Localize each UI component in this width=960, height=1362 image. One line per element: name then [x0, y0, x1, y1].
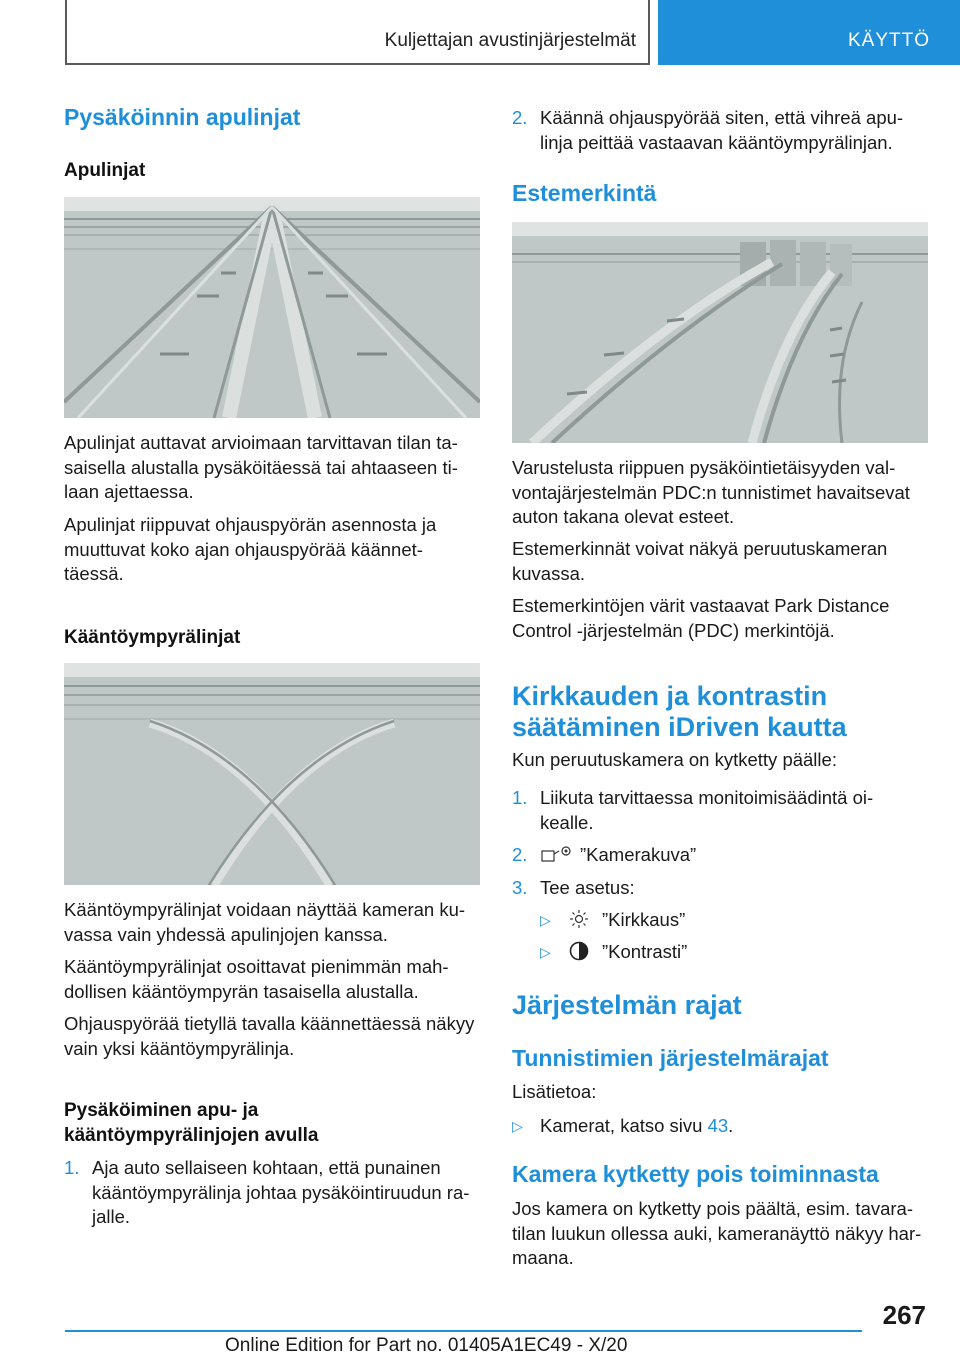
text-line: Kääntöympyrälinjat voidaan näyttää kameran ku-: [64, 899, 466, 920]
step-number: 3.: [512, 877, 528, 898]
brightness-step-3: [512, 876, 928, 901]
heading-line: Kirkkauden ja kontrastin: [512, 681, 828, 711]
text-line: maana.: [512, 1247, 574, 1268]
text-line: Apulinjat riippuvat ohjauspyörän asennosta ja: [64, 514, 437, 535]
footer-divider: [65, 1330, 862, 1332]
cameras-item: [512, 1114, 928, 1139]
heading-obstacle: Estemerkintä: [512, 180, 657, 206]
text-line: vain yksi kääntöympyrälinja.: [64, 1037, 295, 1059]
text-line: linja peittää vastaavan kääntöympyrälinjan.: [540, 131, 893, 153]
heading-guide-lines: Apulinjat: [64, 160, 146, 181]
text-line: Estemerkinnät voivat näkyä peruutuskameran: [512, 538, 888, 559]
text-line: vontajärjestelmän PDC:n tunnistimet havaitsevat: [512, 481, 910, 503]
text-line: vassa vain yhdessä apulinjojen kanssa.: [64, 923, 388, 945]
paragraph-more-info: Lisätietoa:: [512, 1081, 597, 1102]
heading-line: säätäminen iDriven kautta: [512, 712, 847, 742]
step-number: 1.: [512, 787, 528, 808]
text-line: Varustelusta riippuen pysäköintietäisyyden val-: [512, 457, 896, 478]
paragraph-turning-2: [64, 955, 480, 1004]
heading-camera-off: Kamera kytketty pois toiminnasta: [512, 1161, 879, 1187]
heading-line: kääntöympyrälinjojen avulla: [64, 1125, 319, 1146]
obstacle-figure: [512, 222, 928, 443]
brightness-step-1: [512, 786, 928, 835]
triangle-right-icon: ▷: [540, 944, 551, 960]
heading-line: Pysäköiminen apu- ja: [64, 1100, 259, 1121]
step-1: [64, 1156, 480, 1230]
step-text: ”Kamerakuva”: [580, 844, 697, 865]
text-line: laan ajettaessa.: [64, 481, 194, 502]
sub-item-text: ”Kirkkaus”: [602, 909, 686, 930]
text-line: dollisen kääntöympyrän tasaisella alustalla.: [64, 980, 419, 1002]
text-line: Estemerkintöjen värit vastaavat Park Distance: [512, 595, 890, 616]
text-line: Jos kamera on kytketty pois päältä, esim. tavara-: [512, 1198, 914, 1219]
paragraph-obstacle-3: [512, 594, 928, 643]
text-line: Liikuta tarvittaessa monitoimisäädintä oi-: [540, 787, 874, 808]
heading-turning-lines: Kääntöympyrälinjat: [64, 627, 241, 648]
text-line: Käännä ohjauspyörää siten, että vihreä apu-: [540, 107, 904, 128]
header-frame: [65, 0, 650, 65]
paragraph-camera-on: Kun peruutuskamera on kytketty päälle:: [512, 749, 837, 770]
heading-parking-with-lines: [64, 1098, 318, 1148]
text-line: Control -järjestelmän (PDC) merkintöjä.: [512, 619, 835, 641]
triangle-right-icon: ▷: [512, 1118, 523, 1134]
text-line: saisella alustalla pysäköitäessä tai ahtaaseen ti-: [64, 456, 458, 478]
sub-item-text: ”Kontrasti”: [602, 941, 688, 962]
text-line: täessä.: [64, 563, 124, 584]
footer-edition: Online Edition for Part no. 01405A1EC49 - X/20: [225, 1335, 628, 1356]
text-line: Apulinjat auttavat arvioimaan tarvittavan tilan ta-: [64, 432, 458, 453]
text-line: Ohjauspyörää tietyllä tavalla käännettäessä näkyy: [64, 1013, 475, 1034]
brightness-step-2: [512, 843, 928, 872]
step-text: Tee asetus:: [540, 877, 635, 898]
chapter-title: Kuljettajan avustinjärjestelmät: [384, 30, 636, 51]
paragraph-turning-3: [64, 1012, 484, 1061]
cameras-item-text: Kamerat, katso sivu: [540, 1115, 708, 1136]
text-line: Kääntöympyrälinjat osoittavat pienimmän mah-: [64, 956, 449, 977]
text-line: Aja auto sellaiseen kohtaan, että punainen: [92, 1157, 441, 1178]
paragraph-guide-1: [64, 431, 480, 505]
paragraph-turning-1: [64, 898, 480, 947]
cameras-item-end: .: [728, 1115, 734, 1136]
text-line: tilan luukun ollessa auki, kameranäyttö näkyy har-: [512, 1222, 922, 1244]
text-line: kääntöympyrälinja johtaa pysäköintiruudun ra-: [92, 1181, 470, 1203]
section-tab-label: KÄYTTÖ: [847, 30, 930, 51]
text-line: kealle.: [540, 811, 594, 833]
heading-system-limits: Järjestelmän rajat: [512, 990, 742, 1020]
page-number: 267: [882, 1300, 926, 1330]
heading-parking-lines: Pysäköinnin apulinjat: [64, 104, 301, 130]
paragraph-obstacle-1: [512, 456, 932, 530]
contrast-icon: [568, 940, 602, 969]
guide-lines-figure: [64, 197, 480, 418]
paragraph-obstacle-2: [512, 537, 928, 586]
text-line: auton takana olevat esteet.: [512, 506, 735, 527]
turning-lines-figure: [64, 663, 480, 885]
step-number: 2.: [512, 844, 528, 865]
brightness-icon: [568, 908, 602, 937]
heading-sensor-limits: Tunnistimien järjestelmärajat: [512, 1045, 829, 1071]
camera-settings-icon: [540, 843, 580, 872]
step-number: 1.: [64, 1157, 80, 1178]
step-number: 2.: [512, 107, 528, 128]
triangle-right-icon: ▷: [540, 912, 551, 928]
sub-item-brightness: [540, 908, 930, 937]
section-tab: [658, 0, 960, 65]
sub-item-contrast: [540, 940, 930, 969]
paragraph-guide-2: [64, 513, 480, 587]
page-link[interactable]: 43: [707, 1115, 729, 1136]
paragraph-camera-off: [512, 1197, 932, 1271]
text-line: kuvassa.: [512, 562, 586, 584]
text-line: muuttuvat koko ajan ohjauspyörää käännet-: [64, 538, 423, 560]
heading-brightness-contrast: [512, 681, 847, 743]
text-line: jalle.: [92, 1206, 131, 1227]
step-2: [512, 106, 928, 155]
